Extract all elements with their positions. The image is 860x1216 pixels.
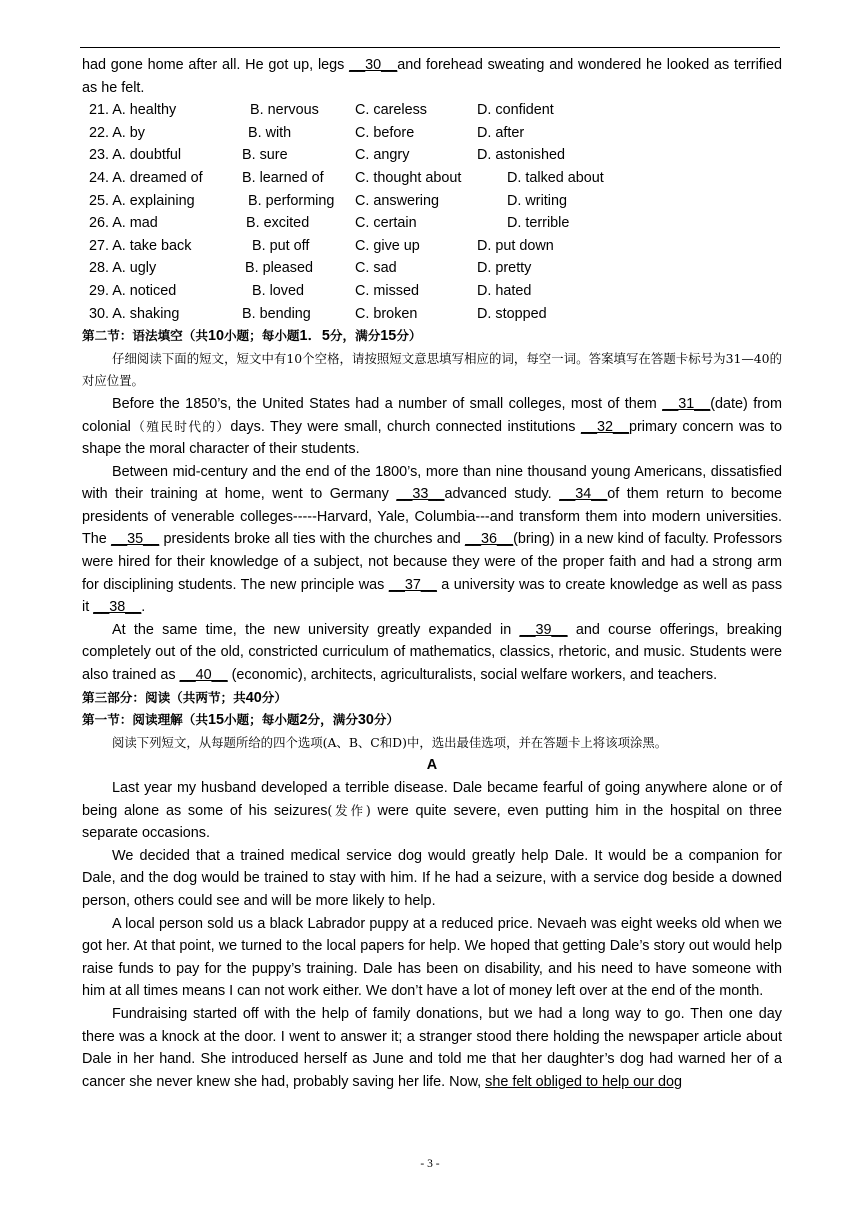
blank-32: __32__ [580,418,629,435]
option-row: 28. A. ugly B. pleased C. sad D. pretty [89,260,532,277]
blank-38: __38__ [93,599,142,616]
option-row: 25. A. explaining B. performing C. answering D. writing [89,192,567,209]
blank-39: __39__ [519,621,568,638]
option-row: 26. A. mad B. excited C. certain D. terrible [89,215,570,232]
section-heading: 第一节：阅读理解（共15小题；每小题2分，满分30分） [82,712,400,729]
option-row: 21. A. healthy B. nervous C. careless D. confident [89,102,554,119]
page-content [82,54,782,1093]
blank-33: __33__ [396,486,445,503]
section-instruction: 仔细阅读下面的短文，短文中有10个空格，请按照短文意思填写相应的词，每空一词。答案填写在答题卡标号为31—40的对应位置。 [82,350,782,389]
blank-31: __31__ [662,395,711,412]
page-number: - 3 - [420,1158,440,1170]
option-row: 30. A. shaking B. bending C. broken D. stopped [89,305,547,322]
options-list [82,99,782,325]
blank-36: __36__ [465,531,514,548]
blank-30: __30__ [349,57,398,73]
option-row: 29. A. noticed B. loved C. missed D. hated [89,282,532,299]
reading-paragraph: Last year my husband developed a terrible disease. Dale became fearful of going anywhere alone or of being alone as some of his seizures(发作) were quite severe, even putting him in the hospital on three separate occasions. [82,780,782,842]
section-instruction: 阅读下列短文，从每题所给的四个选项(A、B、C和D)中，选出最佳选项，并在答题卡上将该项涂黑。 [112,734,668,750]
option-row: 27. A. take back B. put off C. give up D. put down [89,237,554,254]
grammar-paragraph: At the same time, the new university greatly expanded in __39__ and course offerings, breaking completely out of the old, constricted curriculum of mathematics, classics, rhetoric, and music. Students were also trained as __40__ (economic), architects, agriculturalists, social welfare workers, and teachers. [82,621,783,684]
part-heading: 第三部分：阅读（共两节；共40分） [82,689,287,706]
blank-35: __35__ [111,531,160,548]
blank-37: __37__ [388,576,437,593]
blank-40: __40__ [179,667,228,684]
option-row: 23. A. doubtful B. sure C. angry D. astonished [89,147,565,164]
header-rule [80,47,780,48]
reading-paragraph: Fundraising started off with the help of family donations, but we had a long way to go. Then one day there was a knock at the door. I went to answer it; a stranger stood there holding the newspaper article about Dale in her hand. She introduced herself as June and told me that her daughter’s dog had warned her of a cancer she never knew she had, probably saving her life. Now, she felt obliged to help our dog [82,1005,782,1090]
reading-paragraph: A local person sold us a black Labrador puppy at a reduced price. Nevaeh was eight weeks old when we got her. At that point, we turned to the local papers for help. We hoped that getting Dale’s story out would help raise funds to pay for the puppy’s training. Dale has been on disability, and his need to have someone with him at all times means I can not work either. We don’t have a lot of money left over at the end of the month. [82,915,782,1000]
underlined-phrase: she felt obliged to help our dog [485,1073,682,1090]
passage-label: A [426,757,438,774]
option-row: 22. A. by B. with C. before D. after [89,124,525,141]
section-heading: 第二节：语法填空（共10小题；每小题1．5分，满分15分） [82,328,422,345]
option-row: 24. A. dreamed of B. learned of C. thought about D. talked about [89,169,604,186]
reading-paragraph: We decided that a trained medical service dog would greatly help Dale. It would be a companion for Dale, and the dog would be trained to stay with him. If he had a seizure, with a service dog beside a downed person, others could see and will be more likely to help. [82,847,782,909]
passage-end: had gone home after all. He got up, legs __30__and forehead sweating and wondered he looked as terrified as he felt. [82,57,782,96]
grammar-paragraph: Between mid-century and the end of the 1800’s, more than nine thousand young Americans, dissatisfied with their training at home, went to Germany __33__advanced study. __34__of them return to become presidents of venerable colleges-----Harvard, Yale, Columbia---and transform them into modern universities. The __35__ presidents broke all ties with the churches and __36__(bring) in a new kind of faculty. Professors were hired for their knowledge of a subject, not because they were of the proper faith and had a strong arm for disciplining students. The new principle was __37__ a university was to create knowledge as well as pass it __38__. [82,463,783,616]
grammar-paragraph: Before the 1850’s, the United States had a number of small colleges, most of them __31__(date) from colonial（殖民时代的）days. They were small, church connected institutions __32__primary concern was to shape the moral character of their students. [82,395,783,458]
blank-34: __34__ [559,486,608,503]
